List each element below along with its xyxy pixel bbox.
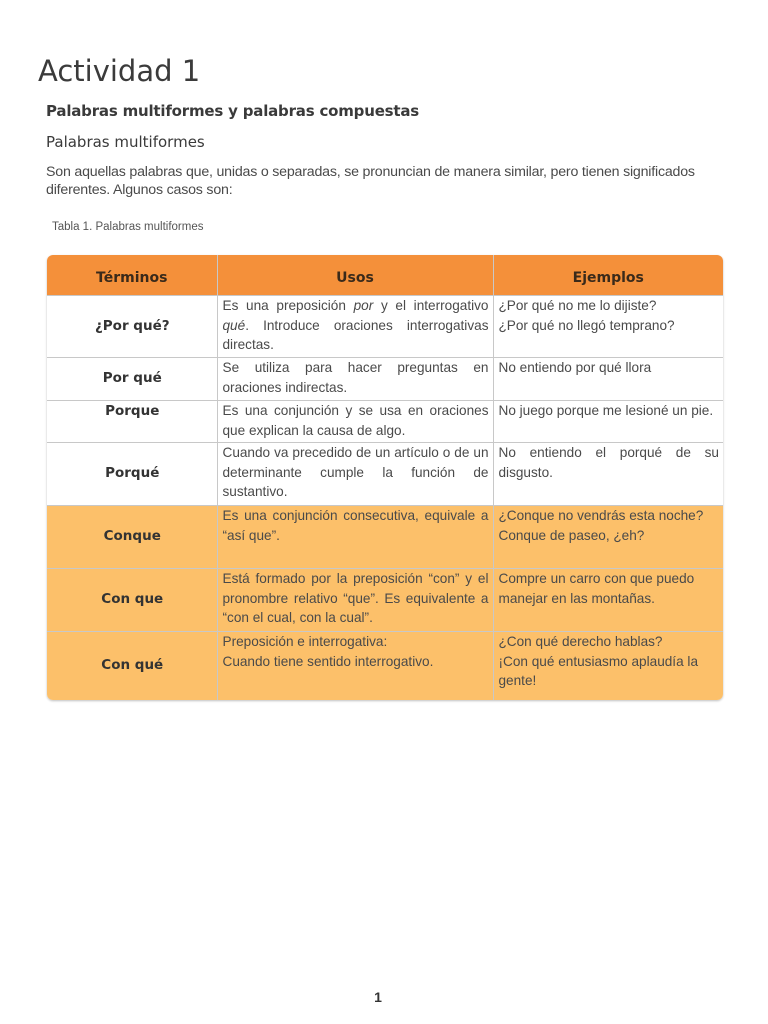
table-row (47, 506, 723, 569)
table-row (47, 632, 723, 700)
term-cell: Con que (47, 569, 217, 632)
table-header-row (47, 255, 723, 296)
uso-line: Preposición e interrogativa: (222, 634, 388, 649)
table-row (47, 358, 723, 401)
example-line: No juego porque me lesioné un pie. (498, 403, 714, 418)
uso-cell: Es una preposición por y el interrogativo qué. Introduce oraciones interrogativas directas. (217, 296, 493, 358)
ejemplo-cell (493, 506, 723, 569)
section-heading: Palabras multiformes (46, 133, 205, 151)
ejemplo-cell (493, 296, 723, 358)
header-terminos: Términos (47, 255, 217, 296)
uso-cell: Es una conjunción y se usa en oraciones que explican la causa de algo. (217, 401, 493, 443)
table-caption: Tabla 1. Palabras multiformes (52, 221, 204, 233)
example-line: ¿Conque no vendrás esta noche? (498, 508, 704, 523)
term-cell: Porqué (47, 443, 217, 506)
header-usos: Usos (217, 255, 493, 296)
example-line: Conque de paseo, ¿eh? (498, 527, 645, 543)
example-line: No entiendo el porqué de su disgusto. (498, 445, 719, 480)
intro-paragraph: Son aquellas palabras que, unidas o separadas, se pronuncian de manera similar, pero tienen significados diferentes. Algunos casos son: (46, 164, 695, 198)
term-cell: Conque (47, 506, 217, 569)
example-line: Compre un carro con que puedo manejar en las montañas. (498, 571, 695, 606)
example-line: ¿Por qué no me lo dijiste? (498, 298, 657, 313)
term-cell: Con qué (47, 632, 217, 700)
example-line: ¿Por qué no llegó temprano? (498, 317, 675, 333)
ejemplo-cell (493, 401, 723, 443)
ejemplo-cell (493, 569, 723, 632)
term-cell: Por qué (47, 358, 217, 401)
table-row (47, 569, 723, 632)
table-row (47, 401, 723, 443)
uso-line: Cuando tiene sentido interrogativo. (222, 653, 434, 669)
example-line: ¿Con qué derecho hablas? (498, 634, 663, 649)
ejemplo-cell (493, 358, 723, 401)
page-title: Actividad 1 (38, 54, 201, 88)
term-cell: Porque (47, 401, 217, 443)
uso-cell: Se utiliza para hacer preguntas en oraciones indirectas. (217, 358, 493, 401)
uso-cell (217, 632, 493, 700)
table-row (47, 443, 723, 506)
example-line: ¡Con qué entusiasmo aplaudía la gente! (498, 653, 699, 688)
uso-cell: Cuando va precedido de un artículo o de un determinante cumple la función de sustantivo. (217, 443, 493, 506)
ejemplo-cell (493, 443, 723, 506)
term-cell: ¿Por qué? (47, 296, 217, 358)
ejemplo-cell (493, 632, 723, 700)
table-row (47, 296, 723, 358)
uso-cell: Es una conjunción consecutiva, equivale a “así que”. (217, 506, 493, 569)
header-ejemplos: Ejemplos (493, 255, 723, 296)
example-line: No entiendo por qué llora (498, 360, 652, 375)
page-number: 1 (374, 989, 382, 1005)
section-subtitle: Palabras multiformes y palabras compuestas (46, 102, 420, 120)
uso-cell: Está formado por la preposición “con” y el pronombre relativo “que”. Es equivalente a “con el cual, con la cual”. (217, 569, 493, 632)
multiform-words-table (47, 255, 723, 700)
